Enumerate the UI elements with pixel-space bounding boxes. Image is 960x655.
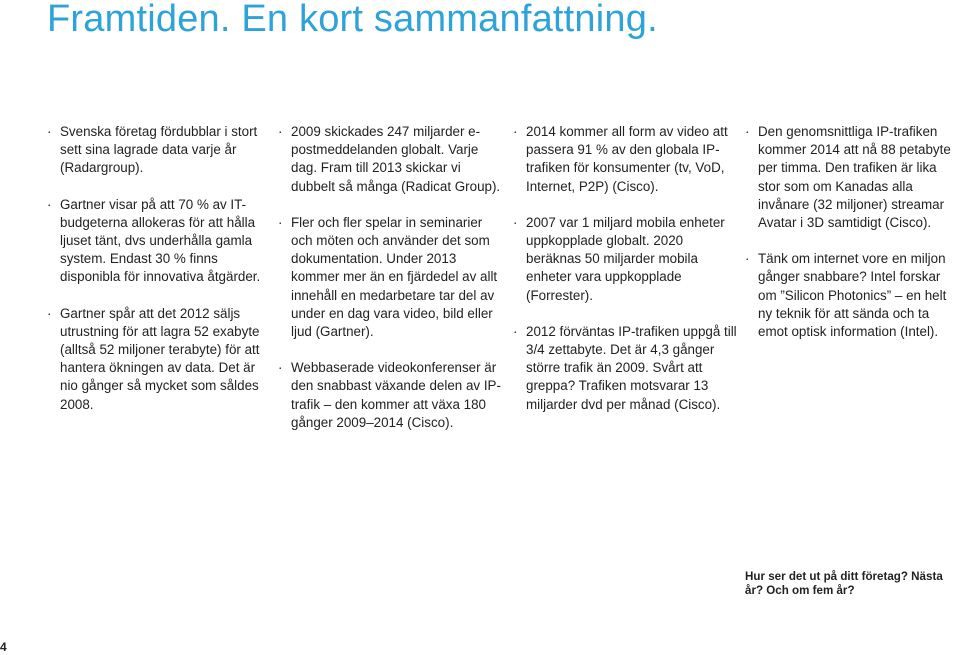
bullet-text: Fler och fler spelar in seminarier och möten och använder det som dokumentation. Under 2013 kommer mer än en fjärdedel av allt innehåll en medarbetare tar del av under en dag vara video, bild eller ljud (Gartner). (291, 214, 498, 340)
column-4 (745, 123, 960, 359)
bullet-text: Gartner spår att det 2012 säljs utrustning för att lagra 52 exabyte (alltså 52 miljoner terabyte) för att hantera ökningen av data. Det är nio gånger så mycket som såldes 2008. (60, 305, 260, 412)
bullet-icon: · (47, 196, 52, 212)
bullet-icon: · (745, 124, 750, 139)
closing-question: Hur ser det ut på ditt företag? Nästa år? Och om fem år? (745, 570, 943, 597)
bullet-item (745, 250, 960, 341)
bullet-text: Den genomsnittliga IP-trafiken kommer 2014 att nå 88 petabyte per timma. Den trafiken är lika stor som om Kanadas alla invånare (32 miljoner) streamar Avatar i 3D samtidigt (Cisco). (758, 124, 951, 231)
bullet-item (47, 123, 265, 178)
bullet-icon: · (513, 214, 518, 230)
bullet-text: Webbaserade videokonferenser är den snabbast växande delen av IP-trafik – den kommer att växa 180 gånger 2009–2014 (Cisco). (291, 360, 501, 430)
page-number: 4 (0, 640, 7, 654)
bullet-text: 2009 skickades 247 miljarder e-postmeddelanden globalt. Varje dag. Fram till 2013 skickar vi dubbelt så många (Radicat Group). (291, 124, 501, 194)
bullet-icon: · (47, 305, 52, 321)
bullet-icon: · (278, 360, 283, 376)
bullet-item (47, 305, 265, 414)
bullet-item (278, 359, 503, 432)
bullet-item (513, 214, 738, 305)
bullet-text: Gartner visar på att 70 % av IT-budgeterna allokeras för att hålla ljuset tänt, dvs underhålla gamla system. Endast 30 % finns disponibla för innovativa åtgärder. (60, 196, 261, 285)
bullet-text: Svenska företag fördubblar i stort sett sina lagrade data varje år (Radargroup). (60, 124, 258, 176)
bullet-item (745, 123, 960, 232)
bullet-item (47, 196, 265, 287)
bullet-icon: · (513, 323, 518, 339)
bullet-text: 2014 kommer all form av video att passera 91 % av den globala IP-trafiken för konsumenter (tv, VoD, Internet, P2P) (Cisco). (526, 124, 728, 194)
bullet-icon: · (513, 124, 518, 139)
bullet-text: Tänk om internet vore en miljon gånger snabbare? Intel forskar om ”Silicon Photonics” – en helt ny teknik för att sända och ta emot optisk information (Intel). (758, 251, 947, 340)
bullet-icon: · (745, 251, 750, 267)
bullet-icon: · (47, 124, 52, 139)
bullet-icon: · (278, 214, 283, 230)
bullet-text: 2012 förväntas IP-trafiken uppgå till 3/4 zettabyte. Det är 4,3 gånger större trafik än 2009. Svårt att greppa? Trafiken motsvarar 13 miljarder dvd per månad (Cisco). (526, 323, 737, 412)
bullet-item (513, 123, 738, 196)
column-1 (47, 123, 265, 432)
bullet-text: 2007 var 1 miljard mobila enheter uppkopplade globalt. 2020 beräknas 50 miljarder mobila enheter vara uppkopplade (Forrester). (526, 214, 725, 303)
column-3 (513, 123, 738, 432)
bullet-icon: · (278, 124, 283, 139)
bullet-item (278, 214, 503, 341)
page-title: Framtiden. En kort sammanfattning. (47, 0, 658, 40)
column-2 (278, 123, 503, 450)
bullet-item (278, 123, 503, 196)
bullet-item (513, 323, 738, 414)
